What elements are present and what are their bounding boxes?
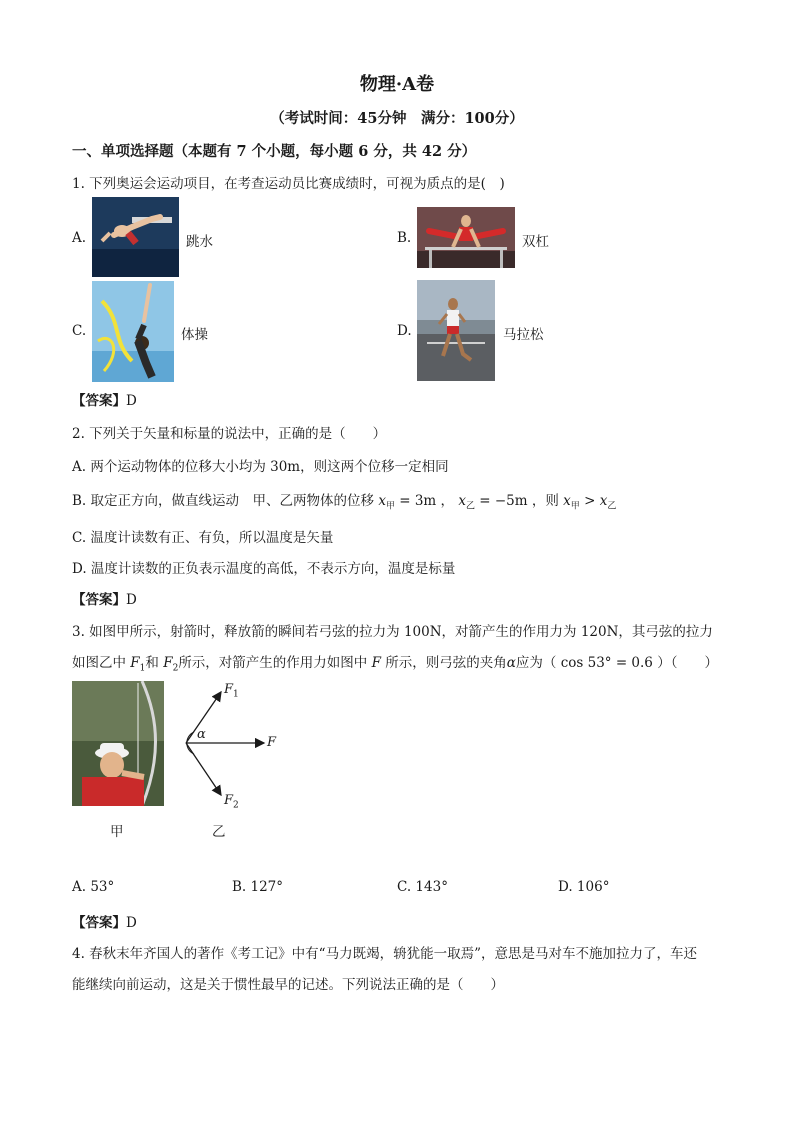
q3-option-b: B. 127° [232,879,284,895]
page-title: 物理·A卷 [359,74,435,95]
q2-option-d: D. 温度计读数的正负表示温度的高低，不表示方向，温度是标量 [72,561,456,577]
gymnastics-photo [92,281,174,382]
q1-option-d-text: 马拉松 [503,327,544,343]
diving-photo [92,197,179,277]
q1-answer [72,389,137,409]
q4-stem-line2: 能继续向前运动，这是关于惯性最早的记述。下列说法正确的是（ ） [72,977,504,993]
archery-photo [72,681,164,806]
answer-value: D [126,393,137,409]
q3-option-c: C. 143° [397,879,448,895]
q1-option-a-text: 跳水 [186,234,213,250]
q3-stem-line1: 3. 如图甲所示，射箭时，释放箭的瞬间若弓弦的拉力为 100N，对箭产生的作用力为 120N，其弓弦的拉力 [72,624,713,640]
label-f: F [267,735,277,750]
answer-value: D [126,592,137,608]
q1-option-c-letter: C. [72,323,87,339]
q1-option-d-letter: D. [397,323,412,339]
q1-stem: 1. 下列奥运会运动项目，在考查运动员比赛成绩时，可视为质点的是( ) [72,176,505,192]
q4-stem-line1: 4. 春秋末年齐国人的著作《考工记》中有“马力既竭，辀犹能一取焉”，意思是马对车不施加拉力了，车还 [72,946,697,962]
parallel-bars-photo [417,207,515,268]
answer-label: 【答案】 [72,915,126,931]
answer-label: 【答案】 [72,592,126,608]
q1-option-a-letter: A. [72,230,87,246]
q2-option-a: A. 两个运动物体的位移大小均为 30m，则这两个位移一定相同 [72,459,449,475]
q1-option-c-text: 体操 [181,327,208,343]
label-f2: $F_2$ [224,793,239,811]
figure-label-yi: 乙 [212,824,226,840]
q3-stem-line2: 如图乙中 $F_1$和 $F_2$所示，对箭产生的作用力如图中 F 所示，则弓弦的夹角α应为（ cos 53° = 0.6 ）（ ） [72,655,718,674]
q2-stem: 2. 下列关于矢量和标量的说法中，正确的是（ ） [72,426,387,442]
label-f1: $F_1$ [224,682,239,700]
q2-answer [72,588,137,608]
section-title: 一、单项选择题（本题有 7 个小题，每小题 6 分，共 42 分） [72,143,477,160]
marathon-photo [417,280,495,381]
q3-answer [72,911,137,931]
q2-option-b: B. 取定正方向，做直线运动 甲、乙两物体的位移 $x_甲 = 3m$ ， $x_乙 = -5m$ ，则 $x_甲 > x_乙$ [72,493,617,512]
exam-info: （考试时间：45分钟 满分：100分） [270,110,524,127]
figure-label-jia: 甲 [110,824,124,840]
q1-option-b-text: 双杠 [522,234,549,250]
answer-label: 【答案】 [72,393,126,409]
answer-value: D [126,915,137,931]
q3-option-d: D. 106° [558,879,610,895]
q1-option-b-letter: B. [397,230,412,246]
label-alpha: α [197,727,206,742]
q3-option-a: A. 53° [72,879,115,895]
q2-option-c: C. 温度计读数有正、有负，所以温度是矢量 [72,530,334,546]
